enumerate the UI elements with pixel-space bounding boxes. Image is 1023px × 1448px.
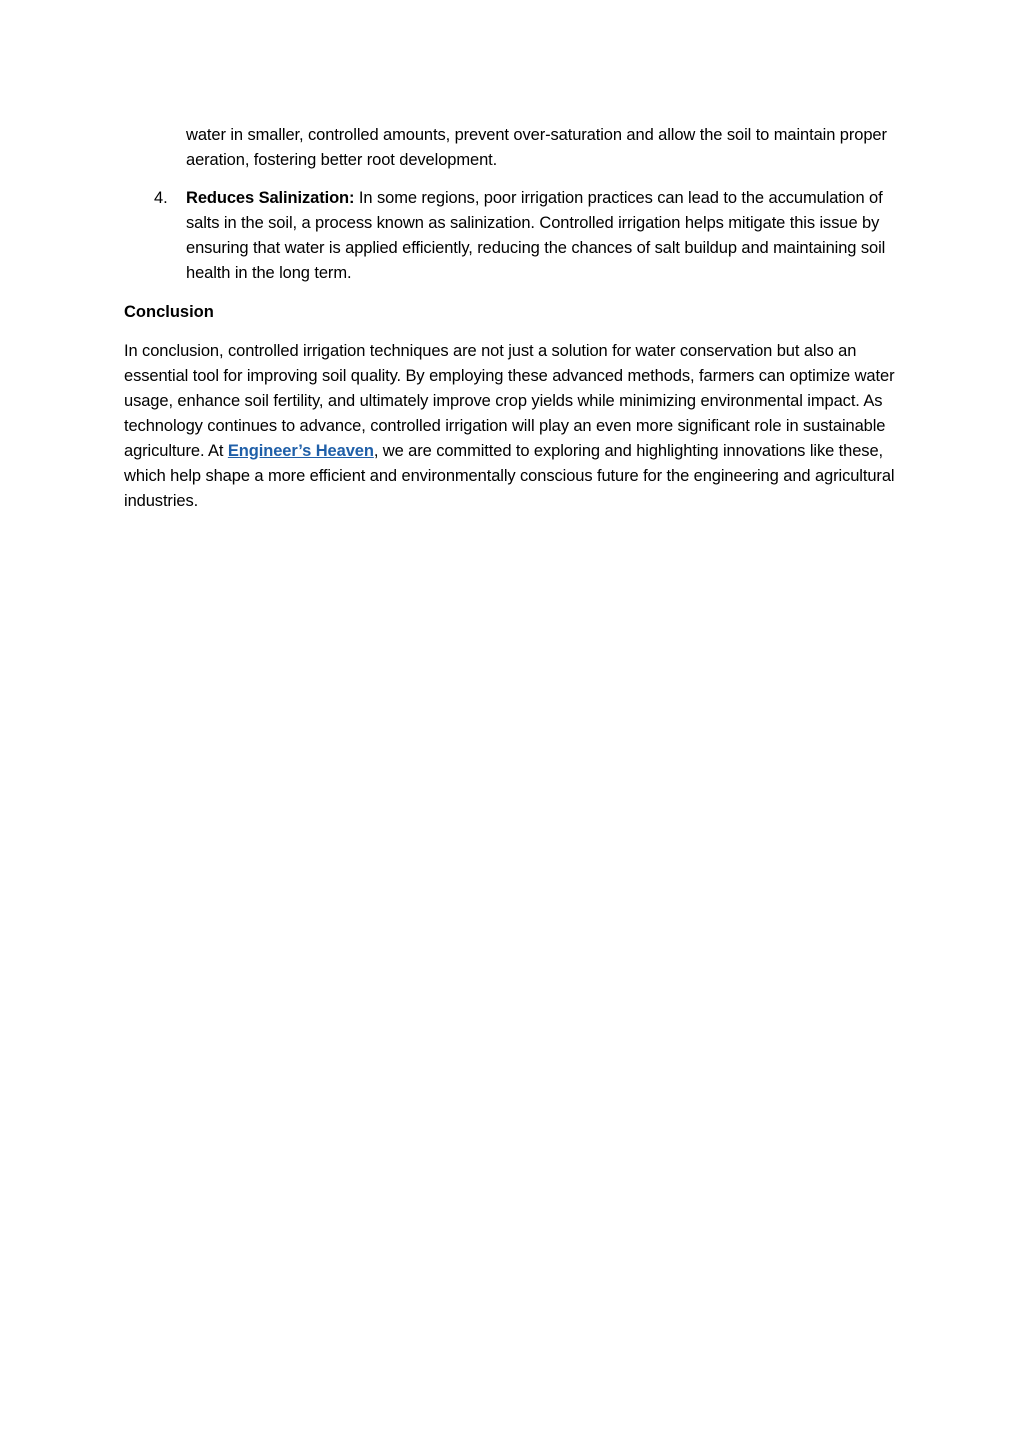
conclusion-text-before-link: In conclusion, controlled irrigation techniques are not just a solution for water conservation but also an essential tool for improving soil quality. By employing these advanced methods, farmers can optimize water usage, enhance soil fertility, and ultimately improve crop yields while minimizing environmental impact. As technology continues to advance, controlled irrigation will play an even more significant role in sustainable agriculture. At	[124, 342, 895, 460]
conclusion-heading: Conclusion	[124, 303, 214, 321]
list-item-body: In some regions, poor irrigation practices can lead to the accumulation of salts in the soil, a process known as salinization. Controlled irrigation helps mitigate this issue by ensuring that water is applied efficiently, reducing the chances of salt buildup and maintaining soil health in the long term.	[186, 189, 886, 282]
list-item-reduces-salinization	[154, 186, 901, 286]
continued-list-paragraph	[186, 123, 901, 173]
list-item-number: 4.	[154, 189, 168, 207]
conclusion-text-after-link: , we are committed to exploring and highlighting innovations like these, which help shape a more efficient and environmentally conscious future for the engineering and agricultural industries.	[124, 442, 895, 510]
conclusion-paragraph	[124, 339, 904, 514]
engineers-heaven-link[interactable]: Engineer’s Heaven	[227, 442, 374, 460]
continued-list-text: water in smaller, controlled amounts, prevent over-saturation and allow the soil to maintain proper aeration, fostering better root development.	[186, 126, 887, 169]
list-item-title: Reduces Salinization:	[186, 189, 355, 207]
